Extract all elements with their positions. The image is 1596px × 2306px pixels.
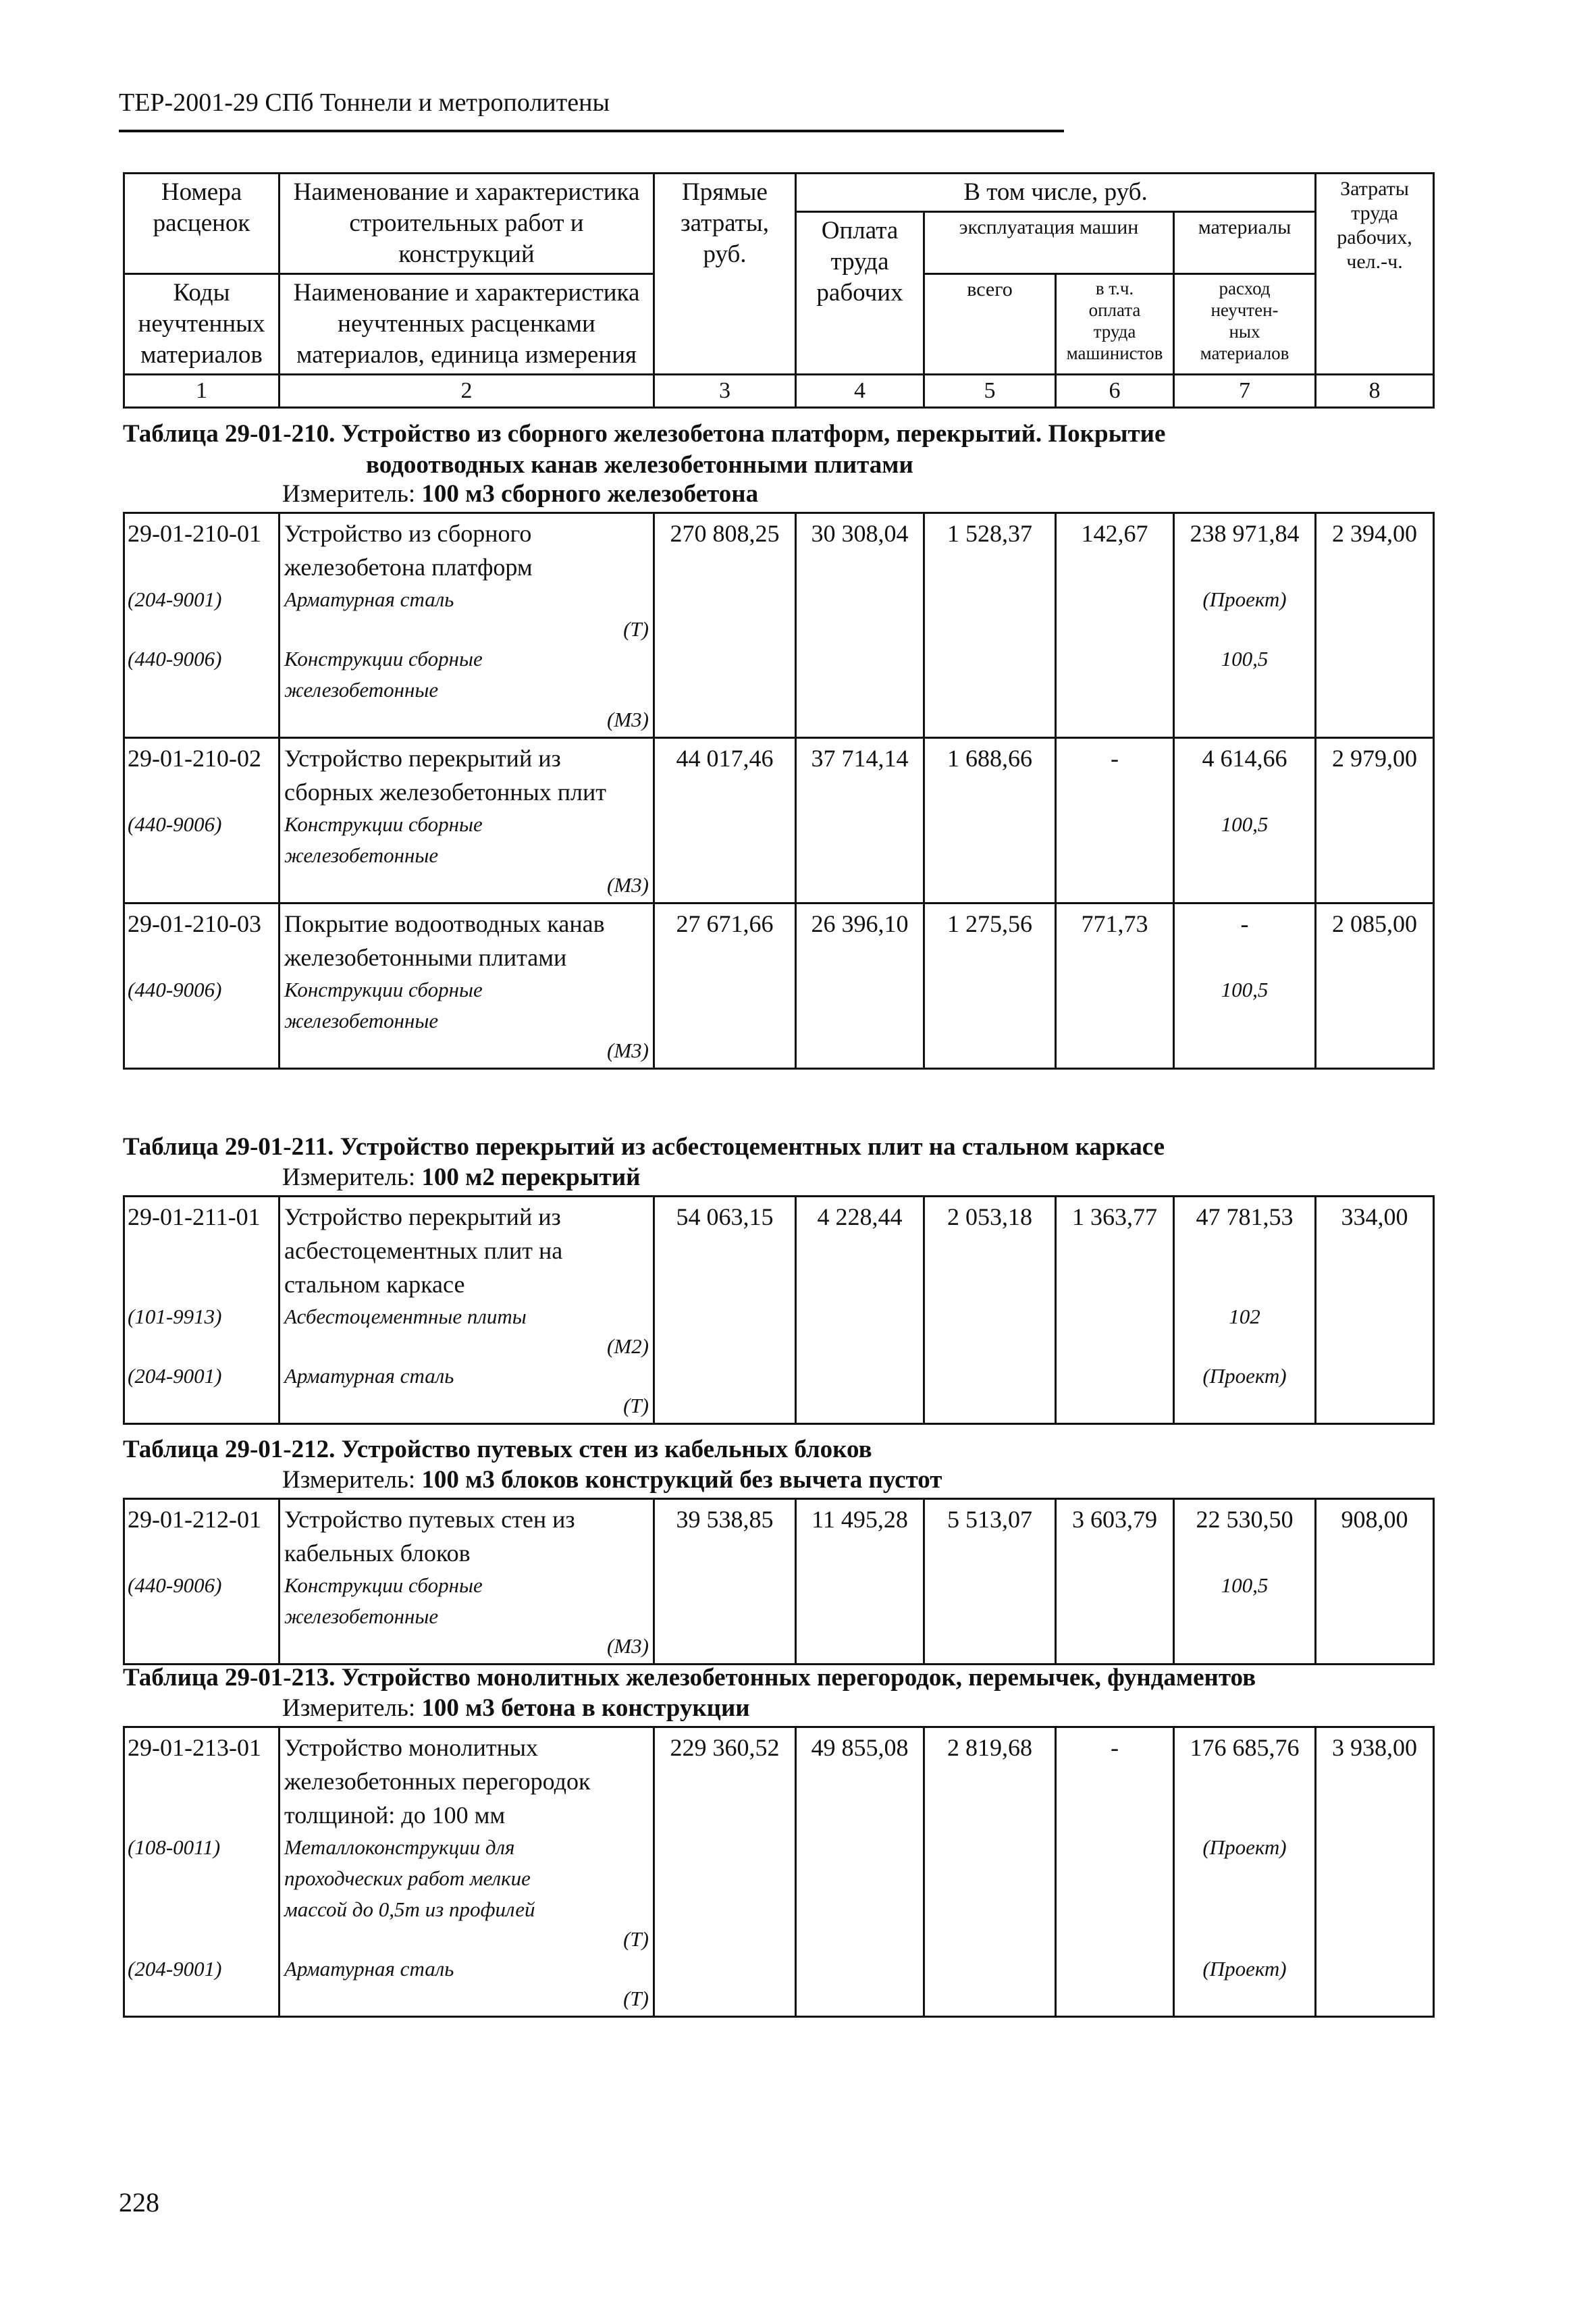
rate-name-cell bbox=[280, 1197, 654, 1424]
header-line: материалов bbox=[1200, 343, 1289, 363]
spacer bbox=[128, 1925, 274, 1954]
machines-total: 2 053,18 bbox=[924, 1197, 1056, 1424]
material-code: (108-0011) bbox=[128, 1835, 221, 1859]
machines-total: 1 275,56 bbox=[924, 903, 1056, 1069]
rate-code: 29-01-213-01 bbox=[128, 1734, 261, 1761]
rate-name-cell bbox=[280, 1499, 654, 1665]
material-unit: (М2) bbox=[607, 1334, 649, 1358]
page-number: 228 bbox=[119, 2187, 159, 2218]
labor-wages: 11 495,28 bbox=[796, 1499, 924, 1665]
header-line: расход bbox=[1219, 278, 1271, 298]
rate-name-line: Покрытие водоотводных канав bbox=[284, 910, 605, 937]
material-code: (440-9006) bbox=[128, 647, 222, 671]
spacer bbox=[128, 1632, 274, 1660]
spacer bbox=[128, 550, 274, 584]
material-unit: (М3) bbox=[607, 708, 649, 731]
spacer bbox=[1179, 775, 1310, 809]
spacer bbox=[1179, 1925, 1310, 1954]
spacer bbox=[1179, 1234, 1310, 1267]
spacer bbox=[1179, 1798, 1310, 1832]
rates-table-210 bbox=[123, 512, 1435, 1070]
header-line: материалов, единица измерения bbox=[296, 341, 637, 369]
spacer bbox=[1179, 1037, 1310, 1065]
material-unit: (Т) bbox=[623, 1927, 649, 1951]
labor-hours: 2 979,00 bbox=[1316, 738, 1434, 903]
spacer bbox=[1179, 1632, 1310, 1660]
rate-code: 29-01-210-03 bbox=[128, 910, 261, 937]
labor-wages: 26 396,10 bbox=[796, 903, 924, 1069]
material-code: (101-9913) bbox=[128, 1305, 222, 1328]
header-line: Оплата bbox=[821, 217, 899, 244]
materials-cost-cell bbox=[1174, 903, 1316, 1069]
materials-cost-cell bbox=[1174, 1727, 1316, 2017]
material-qty: (Проект) bbox=[1202, 1364, 1287, 1388]
rates-table-211 bbox=[123, 1195, 1435, 1425]
spacer bbox=[128, 1332, 274, 1361]
material-name-line: Металлоконструкции для bbox=[284, 1835, 515, 1859]
spacer bbox=[128, 1601, 274, 1632]
spacer bbox=[128, 1234, 274, 1267]
materials-cost-cell bbox=[1174, 1499, 1316, 1665]
header-unaccounted-materials bbox=[1174, 274, 1316, 375]
materials-cost: 176 685,76 bbox=[1190, 1734, 1300, 1761]
material-name-line: массой до 0,5т из профилей bbox=[284, 1897, 535, 1921]
material-unit: (Т) bbox=[623, 1987, 649, 2010]
material-name-line: Конструкции сборные bbox=[284, 647, 483, 671]
header-line: Прямые bbox=[682, 178, 768, 206]
header-materials: материалы bbox=[1174, 212, 1316, 274]
measure-210: Измеритель: 100 м3 сборного железобетона bbox=[282, 480, 759, 508]
machines-total: 5 513,07 bbox=[924, 1499, 1056, 1665]
header-direct-costs bbox=[654, 174, 796, 375]
spacer bbox=[128, 1005, 274, 1037]
spacer bbox=[1179, 1985, 1310, 2013]
spacer bbox=[1179, 1601, 1310, 1632]
material-code: (204-9001) bbox=[128, 1957, 222, 1981]
spacer bbox=[1179, 550, 1310, 584]
header-labor-wages bbox=[796, 212, 924, 375]
spacer bbox=[128, 840, 274, 871]
machines-total: 1 688,66 bbox=[924, 738, 1056, 903]
material-name-line: железобетонные bbox=[284, 843, 439, 867]
spacer bbox=[1179, 1894, 1310, 1925]
material-qty: 100,5 bbox=[1221, 1573, 1269, 1597]
spacer bbox=[128, 1392, 274, 1420]
header-line: Наименование и характеристика bbox=[293, 178, 640, 206]
rate-name-line: Устройство перекрытий из bbox=[284, 1203, 561, 1230]
header-line: труда bbox=[830, 248, 889, 276]
direct-costs: 27 671,66 bbox=[654, 903, 796, 1069]
header-line: неучтен- bbox=[1211, 300, 1279, 320]
machinists-wages: 771,73 bbox=[1056, 903, 1174, 1069]
material-code: (204-9001) bbox=[128, 1364, 222, 1388]
header-machines-total: всего bbox=[924, 274, 1056, 375]
header-line: рабочих bbox=[816, 279, 903, 307]
column-number: 1 bbox=[124, 375, 280, 408]
spacer bbox=[1179, 615, 1310, 644]
direct-costs: 39 538,85 bbox=[654, 1499, 796, 1665]
table-title-210: Таблица 29-01-210. Устройство из сборного железобетона платформ, перекрытий. Покрытие водоотводных канав железобетонными плитами bbox=[123, 420, 1166, 479]
direct-costs: 44 017,46 bbox=[654, 738, 796, 903]
material-qty: 102 bbox=[1229, 1305, 1260, 1328]
rate-name-line: толщиной: до 100 мм bbox=[284, 1802, 506, 1829]
rate-row bbox=[124, 903, 1434, 1069]
spacer bbox=[1179, 1332, 1310, 1361]
spacer bbox=[128, 1267, 274, 1301]
spacer bbox=[128, 941, 274, 974]
header-line: в т.ч. bbox=[1095, 278, 1134, 298]
material-name-line: железобетонные bbox=[284, 1009, 439, 1032]
labor-wages: 37 714,14 bbox=[796, 738, 924, 903]
machinists-wages: 142,67 bbox=[1056, 513, 1174, 738]
labor-wages: 4 228,44 bbox=[796, 1197, 924, 1424]
column-header-table bbox=[123, 172, 1435, 409]
material-name-line: железобетонные bbox=[284, 678, 439, 702]
header-line: руб. bbox=[703, 240, 747, 268]
running-header: ТЕР-2001-29 СПб Тоннели и метрополитены bbox=[119, 88, 610, 117]
spacer bbox=[1179, 1863, 1310, 1894]
header-line: чел.-ч. bbox=[1346, 251, 1403, 273]
rate-name-line: кабельных блоков bbox=[284, 1540, 471, 1567]
material-name-line: Арматурная сталь bbox=[284, 587, 454, 611]
rate-name-line: Устройство путевых стен из bbox=[284, 1506, 575, 1533]
header-work-name bbox=[280, 174, 654, 274]
header-line: Затраты bbox=[1340, 178, 1409, 200]
material-unit: (М3) bbox=[607, 1039, 649, 1062]
rate-name-cell bbox=[280, 738, 654, 903]
spacer bbox=[1179, 1267, 1310, 1301]
material-qty: 100,5 bbox=[1221, 647, 1269, 671]
rate-name-cell bbox=[280, 903, 654, 1069]
direct-costs: 54 063,15 bbox=[654, 1197, 796, 1424]
spacer bbox=[128, 871, 274, 899]
material-qty: 100,5 bbox=[1221, 812, 1269, 836]
spacer bbox=[128, 615, 274, 644]
rate-cell bbox=[124, 1499, 280, 1665]
measure-212: Измеритель: 100 м3 блоков конструкций без вычета пустот bbox=[282, 1466, 942, 1494]
column-numbers-row bbox=[124, 375, 1434, 408]
material-code: (440-9006) bbox=[128, 978, 222, 1001]
column-number: 8 bbox=[1316, 375, 1434, 408]
spacer bbox=[128, 1985, 274, 2013]
direct-costs: 229 360,52 bbox=[654, 1727, 796, 2017]
rates-table-212 bbox=[123, 1498, 1435, 1665]
material-qty: (Проект) bbox=[1202, 587, 1287, 611]
material-name-line: Арматурная сталь bbox=[284, 1957, 454, 1981]
material-qty: (Проект) bbox=[1202, 1835, 1287, 1859]
header-line: оплата bbox=[1088, 300, 1141, 320]
spacer bbox=[128, 1863, 274, 1894]
rate-name-cell bbox=[280, 513, 654, 738]
machinists-wages: - bbox=[1056, 1727, 1174, 2017]
rate-row bbox=[124, 1197, 1434, 1424]
header-line: Коды bbox=[173, 279, 230, 307]
spacer bbox=[1179, 941, 1310, 974]
direct-costs: 270 808,25 bbox=[654, 513, 796, 738]
materials-cost: 47 781,53 bbox=[1196, 1203, 1294, 1230]
material-code: (440-9006) bbox=[128, 812, 222, 836]
spacer bbox=[128, 775, 274, 809]
spacer bbox=[1179, 1764, 1310, 1798]
header-material-codes bbox=[124, 274, 280, 375]
spacer bbox=[128, 675, 274, 706]
rate-name-cell bbox=[280, 1727, 654, 2017]
rate-cell bbox=[124, 903, 280, 1069]
material-qty: (Проект) bbox=[1202, 1957, 1287, 1981]
material-unit: (М3) bbox=[607, 1634, 649, 1658]
labor-hours: 334,00 bbox=[1316, 1197, 1434, 1424]
rate-code: 29-01-210-01 bbox=[128, 520, 261, 547]
header-line: труда bbox=[1093, 321, 1136, 342]
material-qty: 100,5 bbox=[1221, 978, 1269, 1001]
material-code: (204-9001) bbox=[128, 587, 222, 611]
labor-hours: 2 085,00 bbox=[1316, 903, 1434, 1069]
labor-hours: 2 394,00 bbox=[1316, 513, 1434, 738]
header-line: неучтенных bbox=[138, 310, 265, 338]
material-code: (440-9006) bbox=[128, 1573, 222, 1597]
material-unit: (Т) bbox=[623, 1394, 649, 1417]
machinists-wages: 1 363,77 bbox=[1056, 1197, 1174, 1424]
header-line: материалов bbox=[140, 341, 263, 369]
rate-name-line: Устройство из сборного bbox=[284, 520, 532, 547]
column-number: 3 bbox=[654, 375, 796, 408]
rate-cell bbox=[124, 1197, 280, 1424]
rate-cell bbox=[124, 513, 280, 738]
table-title-213: Таблица 29-01-213. Устройство монолитных железобетонных перегородок, перемычек, фундаментов bbox=[123, 1664, 1256, 1692]
rate-cell bbox=[124, 738, 280, 903]
spacer bbox=[128, 1536, 274, 1570]
column-number: 2 bbox=[280, 375, 654, 408]
table-title-211: Таблица 29-01-211. Устройство перекрытий из асбестоцементных плит на стальном каркасе bbox=[123, 1133, 1165, 1161]
material-name-line: Конструкции сборные bbox=[284, 978, 483, 1001]
rate-code: 29-01-212-01 bbox=[128, 1506, 261, 1533]
header-including: В том числе, руб. bbox=[796, 174, 1316, 212]
spacer bbox=[128, 1798, 274, 1832]
labor-hours: 908,00 bbox=[1316, 1499, 1434, 1665]
header-line: Наименование и характеристика bbox=[293, 279, 640, 307]
rate-name-line: железобетонных перегородок bbox=[284, 1768, 591, 1795]
rates-table-213 bbox=[123, 1726, 1435, 2018]
materials-cost: 22 530,50 bbox=[1196, 1506, 1294, 1533]
material-name-line: Асбестоцементные плиты bbox=[284, 1305, 527, 1328]
machines-total: 2 819,68 bbox=[924, 1727, 1056, 2017]
rate-name-line: железобетонными плитами bbox=[284, 944, 567, 971]
rate-row bbox=[124, 738, 1434, 903]
measure-213: Измеритель: 100 м3 бетона в конструкции bbox=[282, 1694, 750, 1722]
rate-name-line: сборных железобетонных плит bbox=[284, 779, 606, 806]
header-line: рабочих, bbox=[1337, 226, 1412, 248]
materials-cost-cell bbox=[1174, 513, 1316, 738]
header-line: неучтенных расценками bbox=[338, 310, 595, 338]
header-line: труда bbox=[1351, 202, 1398, 224]
header-labor-hours bbox=[1316, 174, 1434, 375]
spacer bbox=[1179, 1536, 1310, 1570]
material-unit: (Т) bbox=[623, 617, 649, 641]
header-line: расценок bbox=[153, 209, 250, 237]
spacer bbox=[128, 1037, 274, 1065]
measure-211: Измеритель: 100 м2 перекрытий bbox=[282, 1163, 641, 1191]
rate-code: 29-01-210-02 bbox=[128, 745, 261, 772]
labor-wages: 49 855,08 bbox=[796, 1727, 924, 2017]
rate-cell bbox=[124, 1727, 280, 2017]
column-number: 7 bbox=[1174, 375, 1316, 408]
spacer bbox=[1179, 706, 1310, 734]
header-rate-number bbox=[124, 174, 280, 274]
table-title-212: Таблица 29-01-212. Устройство путевых стен из кабельных блоков bbox=[123, 1436, 872, 1463]
header-line: Номера bbox=[161, 178, 242, 206]
rate-row bbox=[124, 1727, 1434, 2017]
labor-wages: 30 308,04 bbox=[796, 513, 924, 738]
materials-cost: 238 971,84 bbox=[1190, 520, 1300, 547]
machinists-wages: - bbox=[1056, 738, 1174, 903]
material-unit: (М3) bbox=[607, 873, 649, 897]
header-machines: эксплуатация машин bbox=[924, 212, 1174, 274]
spacer bbox=[128, 1894, 274, 1925]
material-name-line: Арматурная сталь bbox=[284, 1364, 454, 1388]
materials-cost: 4 614,66 bbox=[1202, 745, 1287, 772]
material-name-line: Конструкции сборные bbox=[284, 812, 483, 836]
header-line: ных bbox=[1229, 321, 1260, 342]
rate-row bbox=[124, 1499, 1434, 1665]
material-name-line: Конструкции сборные bbox=[284, 1573, 483, 1597]
header-rule bbox=[119, 130, 1064, 132]
material-name-line: проходческих работ мелкие bbox=[284, 1866, 531, 1890]
materials-cost-cell bbox=[1174, 738, 1316, 903]
rate-row bbox=[124, 513, 1434, 738]
rate-name-line: стальном каркасе bbox=[284, 1271, 465, 1298]
rate-name-line: Устройство монолитных bbox=[284, 1734, 539, 1761]
header-line: машинистов bbox=[1066, 343, 1163, 363]
rate-code: 29-01-211-01 bbox=[128, 1203, 261, 1230]
materials-cost-cell bbox=[1174, 1197, 1316, 1424]
material-name-line: железобетонные bbox=[284, 1604, 439, 1628]
machinists-wages: 3 603,79 bbox=[1056, 1499, 1174, 1665]
labor-hours: 3 938,00 bbox=[1316, 1727, 1434, 2017]
spacer bbox=[1179, 840, 1310, 871]
rate-name-line: Устройство перекрытий из bbox=[284, 745, 561, 772]
spacer bbox=[1179, 871, 1310, 899]
spacer bbox=[128, 1764, 274, 1798]
column-number: 5 bbox=[924, 375, 1056, 408]
header-material-names bbox=[280, 274, 654, 375]
header-machinists-wages bbox=[1056, 274, 1174, 375]
spacer bbox=[1179, 1005, 1310, 1037]
spacer bbox=[1179, 675, 1310, 706]
column-number: 4 bbox=[796, 375, 924, 408]
machines-total: 1 528,37 bbox=[924, 513, 1056, 738]
column-number: 6 bbox=[1056, 375, 1174, 408]
header-line: затраты, bbox=[681, 209, 769, 237]
rate-name-line: железобетона платформ bbox=[284, 554, 533, 581]
rate-name-line: асбестоцементных плит на bbox=[284, 1237, 563, 1264]
header-line: строительных работ и конструкций bbox=[349, 209, 584, 268]
spacer bbox=[1179, 1392, 1310, 1420]
materials-cost: - bbox=[1240, 910, 1249, 937]
spacer bbox=[128, 706, 274, 734]
